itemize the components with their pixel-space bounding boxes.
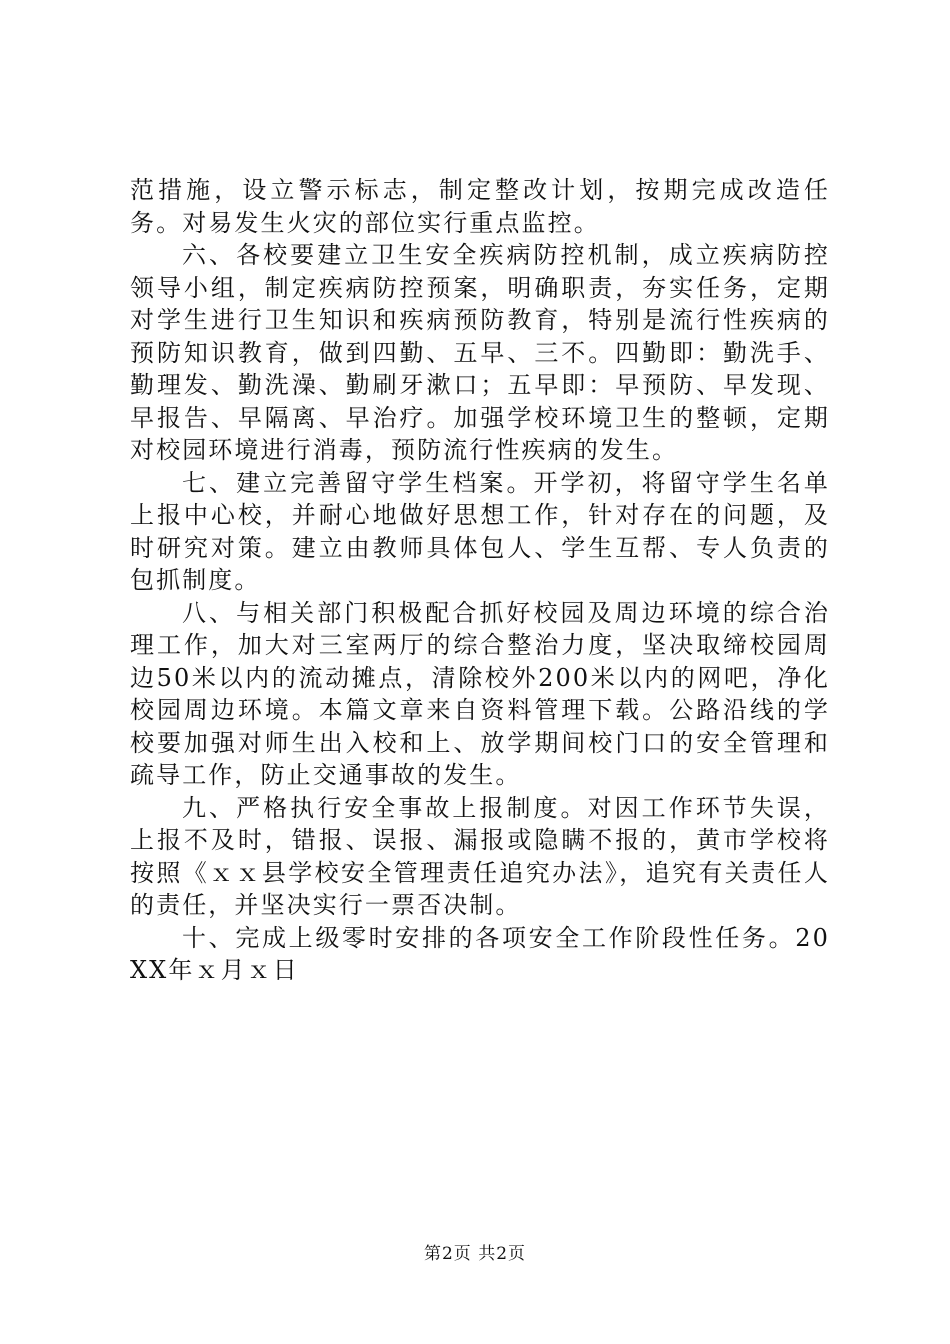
paragraph-item-10: 十、完成上级零时安排的各项安全工作阶段性任务。20XX年ｘ月ｘ日	[130, 923, 830, 984]
paragraph-item-8: 八、与相关部门积极配合抓好校园及周边环境的综合治理工作，加大对三室两厅的综合整治力度，坚决取缔校园周边50米以内的流动摊点，清除校外200米以内的网吧，净化校园周边环境。本篇文章来自资料管理下载。公路沿线的学校要加强对师生出入校和上、放学期间校门口的安全管理和疏导工作，防止交通事故的发生。	[130, 598, 830, 789]
paragraph-item-7: 七、建立完善留守学生档案。开学初，将留守学生名单上报中心校，并耐心地做好思想工作，针对存在的问题，及时研究对策。建立由教师具体包人、学生互帮、专人负责的包抓制度。	[130, 468, 830, 594]
paragraph-item-6: 六、各校要建立卫生安全疾病防控机制，成立疾病防控领导小组，制定疾病防控预案，明确职责，夯实任务，定期对学生进行卫生知识和疾病预防教育，特别是流行性疾病的预防知识教育，做到四勤、五早、三不。四勤即：勤洗手、勤理发、勤洗澡、勤刷牙漱口；五早即：早预防、早发现、早报告、早隔离、早治疗。加强学校环境卫生的整顿，定期对校园环境进行消毒，预防流行性疾病的发生。	[130, 241, 830, 464]
paragraph-continuation: 范措施，设立警示标志，制定整改计划，按期完成改造任务。对易发生火灾的部位实行重点监控。	[130, 176, 830, 237]
paragraph-item-9: 九、严格执行安全事故上报制度。对因工作环节失误，上报不及时，错报、误报、漏报或隐瞒不报的，黄市学校将按照《ｘｘ县学校安全管理责任追究办法》，追究有关责任人的责任，并坚决实行一票否决制。	[130, 793, 830, 919]
document-body	[130, 174, 830, 987]
page-number-footer: 第2页 共2页	[423, 1244, 527, 1264]
